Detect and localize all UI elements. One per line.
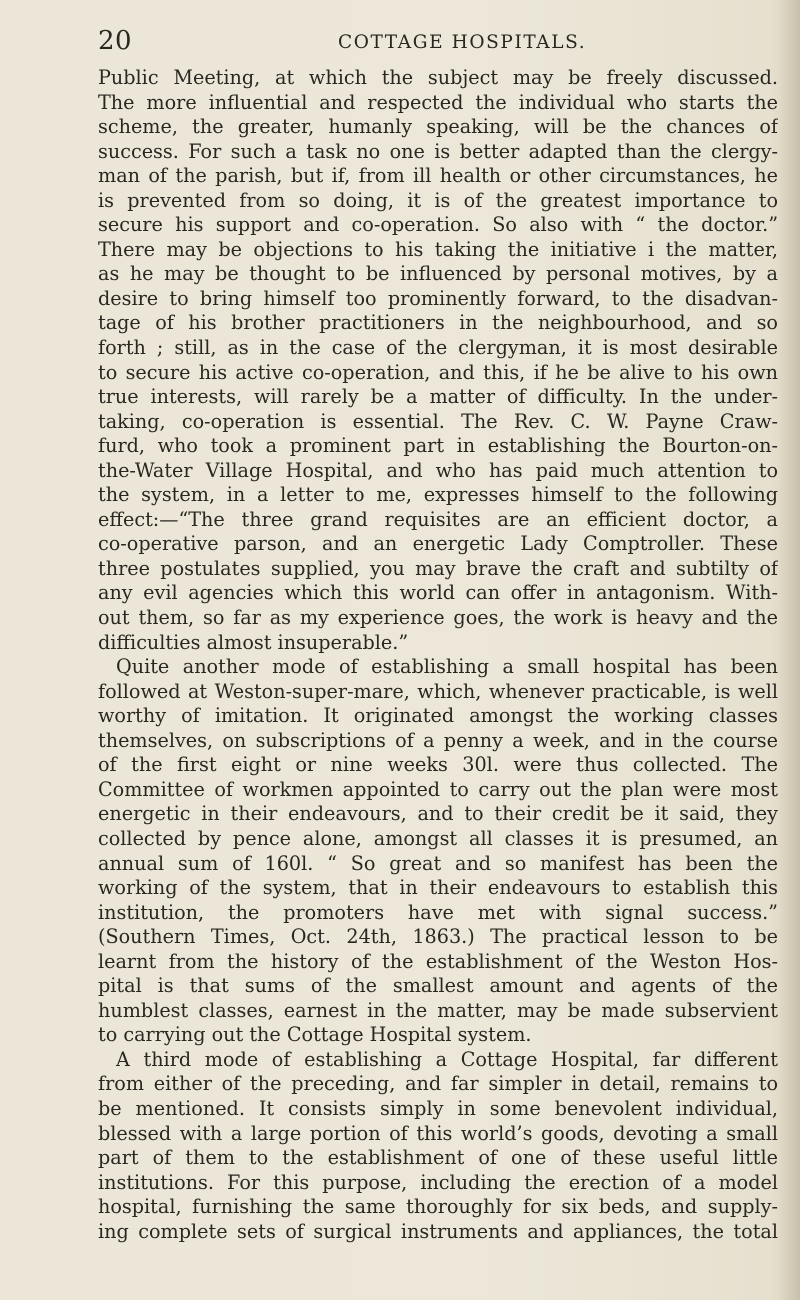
page-number: 20 — [98, 26, 133, 56]
body-text — [98, 66, 778, 1244]
text-line: pital is that sums of the smallest amount and agents of the — [98, 974, 778, 998]
text-line: worthy of imitation. It originated amongst the working classes — [98, 704, 778, 728]
text-line: desire to bring himself too prominently forward, to the disadvan- — [98, 286, 778, 310]
text-line: to carrying out the Cottage Hospital system. — [98, 1023, 532, 1047]
running-head: COTTAGE HOSPITALS. — [338, 32, 587, 53]
text-line: to secure his active co-operation, and this, if he be alive to his own — [98, 360, 778, 384]
text-line: forth ; still, as in the case of the clergyman, it is most desirable — [98, 336, 778, 360]
text-line: of the first eight or nine weeks 30l. were thus collected. The — [98, 753, 778, 777]
text-line: effect:—“The three grand requisites are an efficient doctor, a — [98, 507, 778, 531]
text-line: co-operative parson, and an energetic Lady Comptroller. These — [98, 532, 778, 556]
text-line: from either of the preceding, and far simpler in detail, remains to — [98, 1072, 778, 1096]
page-header — [98, 22, 778, 58]
text-line: annual sum of 160l. “ So great and so manifest has been the — [98, 851, 778, 875]
text-line: man of the parish, but if, from ill health or other circumstances, he — [98, 164, 778, 188]
text-line: difficulties almost insuperable.” — [98, 630, 409, 654]
text-line: blessed with a large portion of this world’s goods, devoting a small — [98, 1121, 778, 1145]
text-line: out them, so far as my experience goes, the work is heavy and the — [98, 606, 778, 630]
text-line: Quite another mode of establishing a small hospital has been — [116, 655, 778, 679]
text-line: as he may be thought to be influenced by personal motives, by a — [98, 262, 778, 286]
text-line: the-Water Village Hospital, and who has paid much attention to — [98, 458, 778, 482]
text-line: the system, in a letter to me, expresses himself to the following — [98, 483, 778, 507]
text-line: institutions. For this purpose, including the erection of a model — [98, 1170, 778, 1194]
text-line: three postulates supplied, you may brave the craft and subtilty of — [98, 556, 778, 580]
text-line: Committee of workmen appointed to carry out the plan were most — [98, 777, 778, 801]
page-edge-shadow — [778, 0, 800, 1300]
text-line: success. For such a task no one is better adapted than the clergy- — [98, 139, 778, 163]
text-line: any evil agencies which this world can offer in antagonism. With- — [98, 581, 778, 605]
text-line: Public Meeting, at which the subject may be freely discussed. — [98, 66, 778, 89]
text-line: secure his support and co-operation. So also with “ the doctor.” — [98, 213, 778, 237]
text-line: furd, who took a prominent part in establishing the Bourton-on- — [98, 434, 778, 458]
text-line: collected by pence alone, amongst all classes it is presumed, an — [98, 826, 778, 850]
text-line: The more influential and respected the individual who starts the — [98, 90, 778, 114]
text-line: energetic in their endeavours, and to their credit be it said, they — [98, 802, 778, 826]
text-line: institution, the promoters have met with signal success.” — [98, 900, 778, 924]
text-line: is prevented from so doing, it is of the greatest importance to — [98, 188, 778, 212]
text-line: taking, co-operation is essential. The Rev. C. W. Payne Craw- — [98, 409, 778, 433]
text-line: themselves, on subscriptions of a penny a week, and in the course — [98, 728, 778, 752]
text-line: part of them to the establishment of one of these useful little — [98, 1146, 778, 1170]
text-line: humblest classes, earnest in the matter, may be made subservient — [98, 998, 778, 1022]
text-line: learnt from the history of the establishment of the Weston Hos- — [98, 949, 778, 973]
text-line: hospital, furnishing the same thoroughly for six beds, and supply- — [98, 1195, 778, 1219]
text-line: true interests, will rarely be a matter of difficulty. In the under- — [98, 385, 778, 409]
text-line: tage of his brother practitioners in the neighbourhood, and so — [98, 311, 778, 335]
text-line: (Southern Times, Oct. 24th, 1863.) The practical lesson to be — [98, 925, 778, 949]
text-line: There may be objections to his taking the initiative i the matter, — [98, 237, 778, 261]
text-line: ing complete sets of surgical instruments and appliances, the total — [98, 1219, 778, 1243]
text-line: working of the system, that in their endeavours to establish this — [98, 876, 778, 900]
text-line: followed at Weston-super-mare, which, whenever practicable, is well — [98, 679, 778, 703]
text-line: be mentioned. It consists simply in some benevolent individual, — [98, 1096, 778, 1120]
text-line: scheme, the greater, humanly speaking, will be the chances of — [98, 115, 778, 139]
text-line: A third mode of establishing a Cottage Hospital, far different — [116, 1047, 778, 1071]
